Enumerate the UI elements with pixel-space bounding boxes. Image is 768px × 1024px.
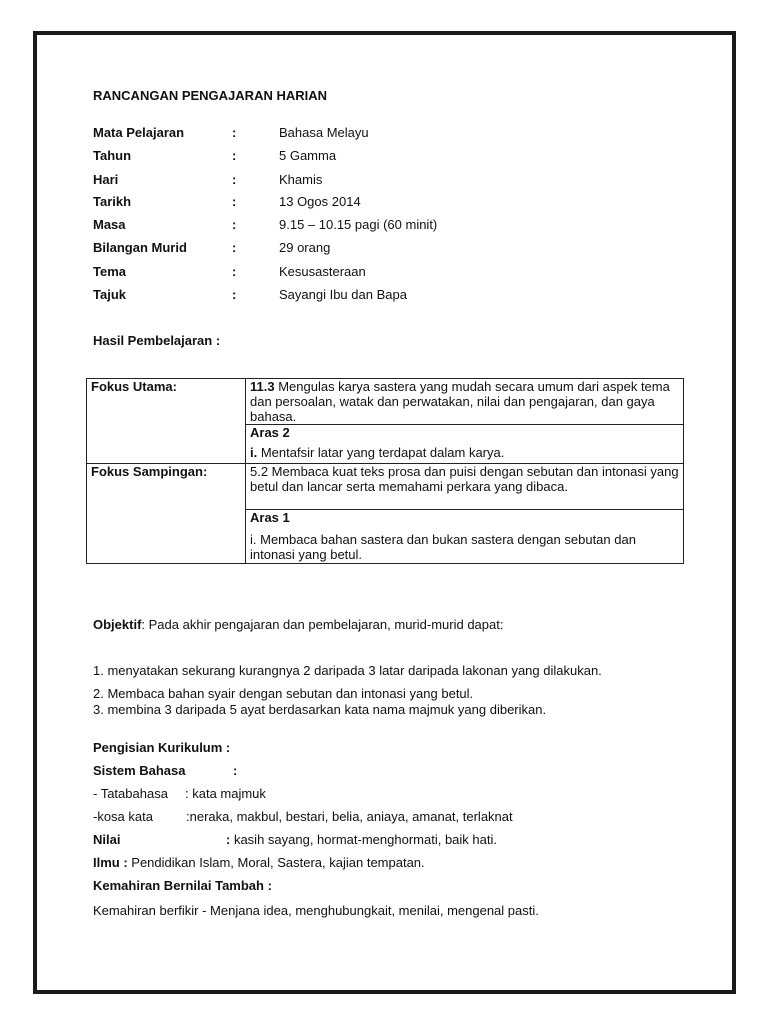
info-colon: :: [232, 217, 237, 232]
fokus-utama-cell: [246, 379, 684, 425]
info-label-bilangan-murid: Bilangan Murid: [93, 240, 187, 255]
aras1-item-text: i. Membaca bahan sastera dan bukan sastera dengan sebutan dan intonasi yang betul.: [250, 532, 636, 562]
objective-item: 3. membina 3 daripada 5 ayat berdasarkan kata nama majmuk yang diberikan.: [93, 702, 547, 717]
info-colon: :: [232, 172, 237, 187]
fokus-utama-text: Mengulas karya sastera yang mudah secara umum dari aspek tema dan persoalan, watak dan perwatakan, nilai dan pengajaran, dan gaya bahasa.: [250, 379, 670, 424]
nilai-colon: :: [226, 832, 231, 847]
objektif-line: [93, 617, 503, 632]
aras1-heading: Aras 1: [250, 510, 290, 525]
objektif-text: : Pada akhir pengajaran dan pembelajaran, murid-murid dapat:: [141, 617, 504, 632]
nilai-value: kasih sayang, hormat-menghormati, baik hati.: [230, 832, 497, 847]
hasil-pembelajaran-heading: Hasil Pembelajaran :: [93, 333, 221, 348]
info-label-tahun: Tahun: [93, 148, 132, 163]
sistem-bahasa-colon: :: [233, 763, 238, 778]
aras2-item-text: Mentafsir latar yang terdapat dalam karya.: [257, 445, 505, 460]
info-colon: :: [232, 194, 237, 209]
aras2-heading: Aras 2: [250, 425, 290, 440]
objective-item: 1. menyatakan sekurang kurangnya 2 daripada 3 latar daripada lakonan yang dilakukan.: [93, 663, 602, 678]
info-colon: :: [232, 148, 237, 163]
info-colon: :: [232, 264, 237, 279]
info-value-mata-pelajaran: Bahasa Melayu: [279, 125, 369, 140]
ilmu-value: Pendidikan Islam, Moral, Sastera, kajian tempatan.: [127, 855, 425, 870]
pengisian-heading: Pengisian Kurikulum :: [93, 740, 231, 755]
info-value-bilangan-murid: 29 orang: [279, 240, 331, 255]
info-colon: :: [232, 287, 237, 302]
info-label-masa: Masa: [93, 217, 126, 232]
ilmu-label: Ilmu :: [93, 855, 128, 870]
kemahiran-bernilai-heading: Kemahiran Bernilai Tambah :: [93, 878, 272, 893]
fokus-utama-code: 11.3: [250, 379, 275, 394]
objektif-label: Objektif: [93, 617, 142, 632]
info-value-tajuk: Sayangi Ibu dan Bapa: [279, 287, 407, 302]
aras2-cell: [246, 425, 684, 464]
tatabahasa-value: : kata majmuk: [185, 786, 266, 801]
info-label-hari: Hari: [93, 172, 119, 187]
sistem-bahasa-label: Sistem Bahasa: [93, 763, 186, 778]
kosa-kata-label: -kosa kata: [93, 809, 153, 824]
fokus-utama-label: Fokus Utama:: [87, 379, 246, 464]
info-value-masa: 9.15 – 10.15 pagi (60 minit): [279, 217, 438, 232]
tatabahasa-label: - Tatabahasa: [93, 786, 168, 801]
info-colon: :: [232, 125, 237, 140]
info-label-mata-pelajaran: Mata Pelajaran: [93, 125, 185, 140]
info-value-tahun: 5 Gamma: [279, 148, 337, 163]
info-label-tajuk: Tajuk: [93, 287, 126, 302]
ilmu-line: [93, 855, 425, 870]
nilai-label: Nilai: [93, 832, 121, 847]
kosa-kata-value: :neraka, makbul, bestari, belia, aniaya, amanat, terlaknat: [186, 809, 513, 824]
document-title: RANCANGAN PENGAJARAN HARIAN: [93, 88, 328, 103]
objective-item: 2. Membaca bahan syair dengan sebutan dan intonasi yang betul.: [93, 686, 474, 701]
table-row: [87, 379, 684, 425]
kemahiran-bernilai-value: Kemahiran berfikir - Menjana idea, menghubungkait, menilai, mengenal pasti.: [93, 903, 539, 918]
aras2-item-num: i.: [250, 445, 258, 460]
aras1-cell: [246, 510, 684, 564]
info-label-tema: Tema: [93, 264, 126, 279]
info-value-tema: Kesusasteraan: [279, 264, 366, 279]
info-value-tarikh: 13 Ogos 2014: [279, 194, 361, 209]
fokus-sampingan-label: Fokus Sampingan:: [87, 464, 246, 564]
info-value-hari: Khamis: [279, 172, 323, 187]
table-row: [87, 464, 684, 510]
info-label-tarikh: Tarikh: [93, 194, 132, 209]
fokus-sampingan-text: 5.2 Membaca kuat teks prosa dan puisi dengan sebutan dan intonasi yang betul dan lancar serta memahami perkara yang dibaca.: [246, 464, 684, 510]
info-colon: :: [232, 240, 237, 255]
learning-outcomes-table: [86, 378, 684, 564]
nilai-line: [226, 832, 497, 847]
